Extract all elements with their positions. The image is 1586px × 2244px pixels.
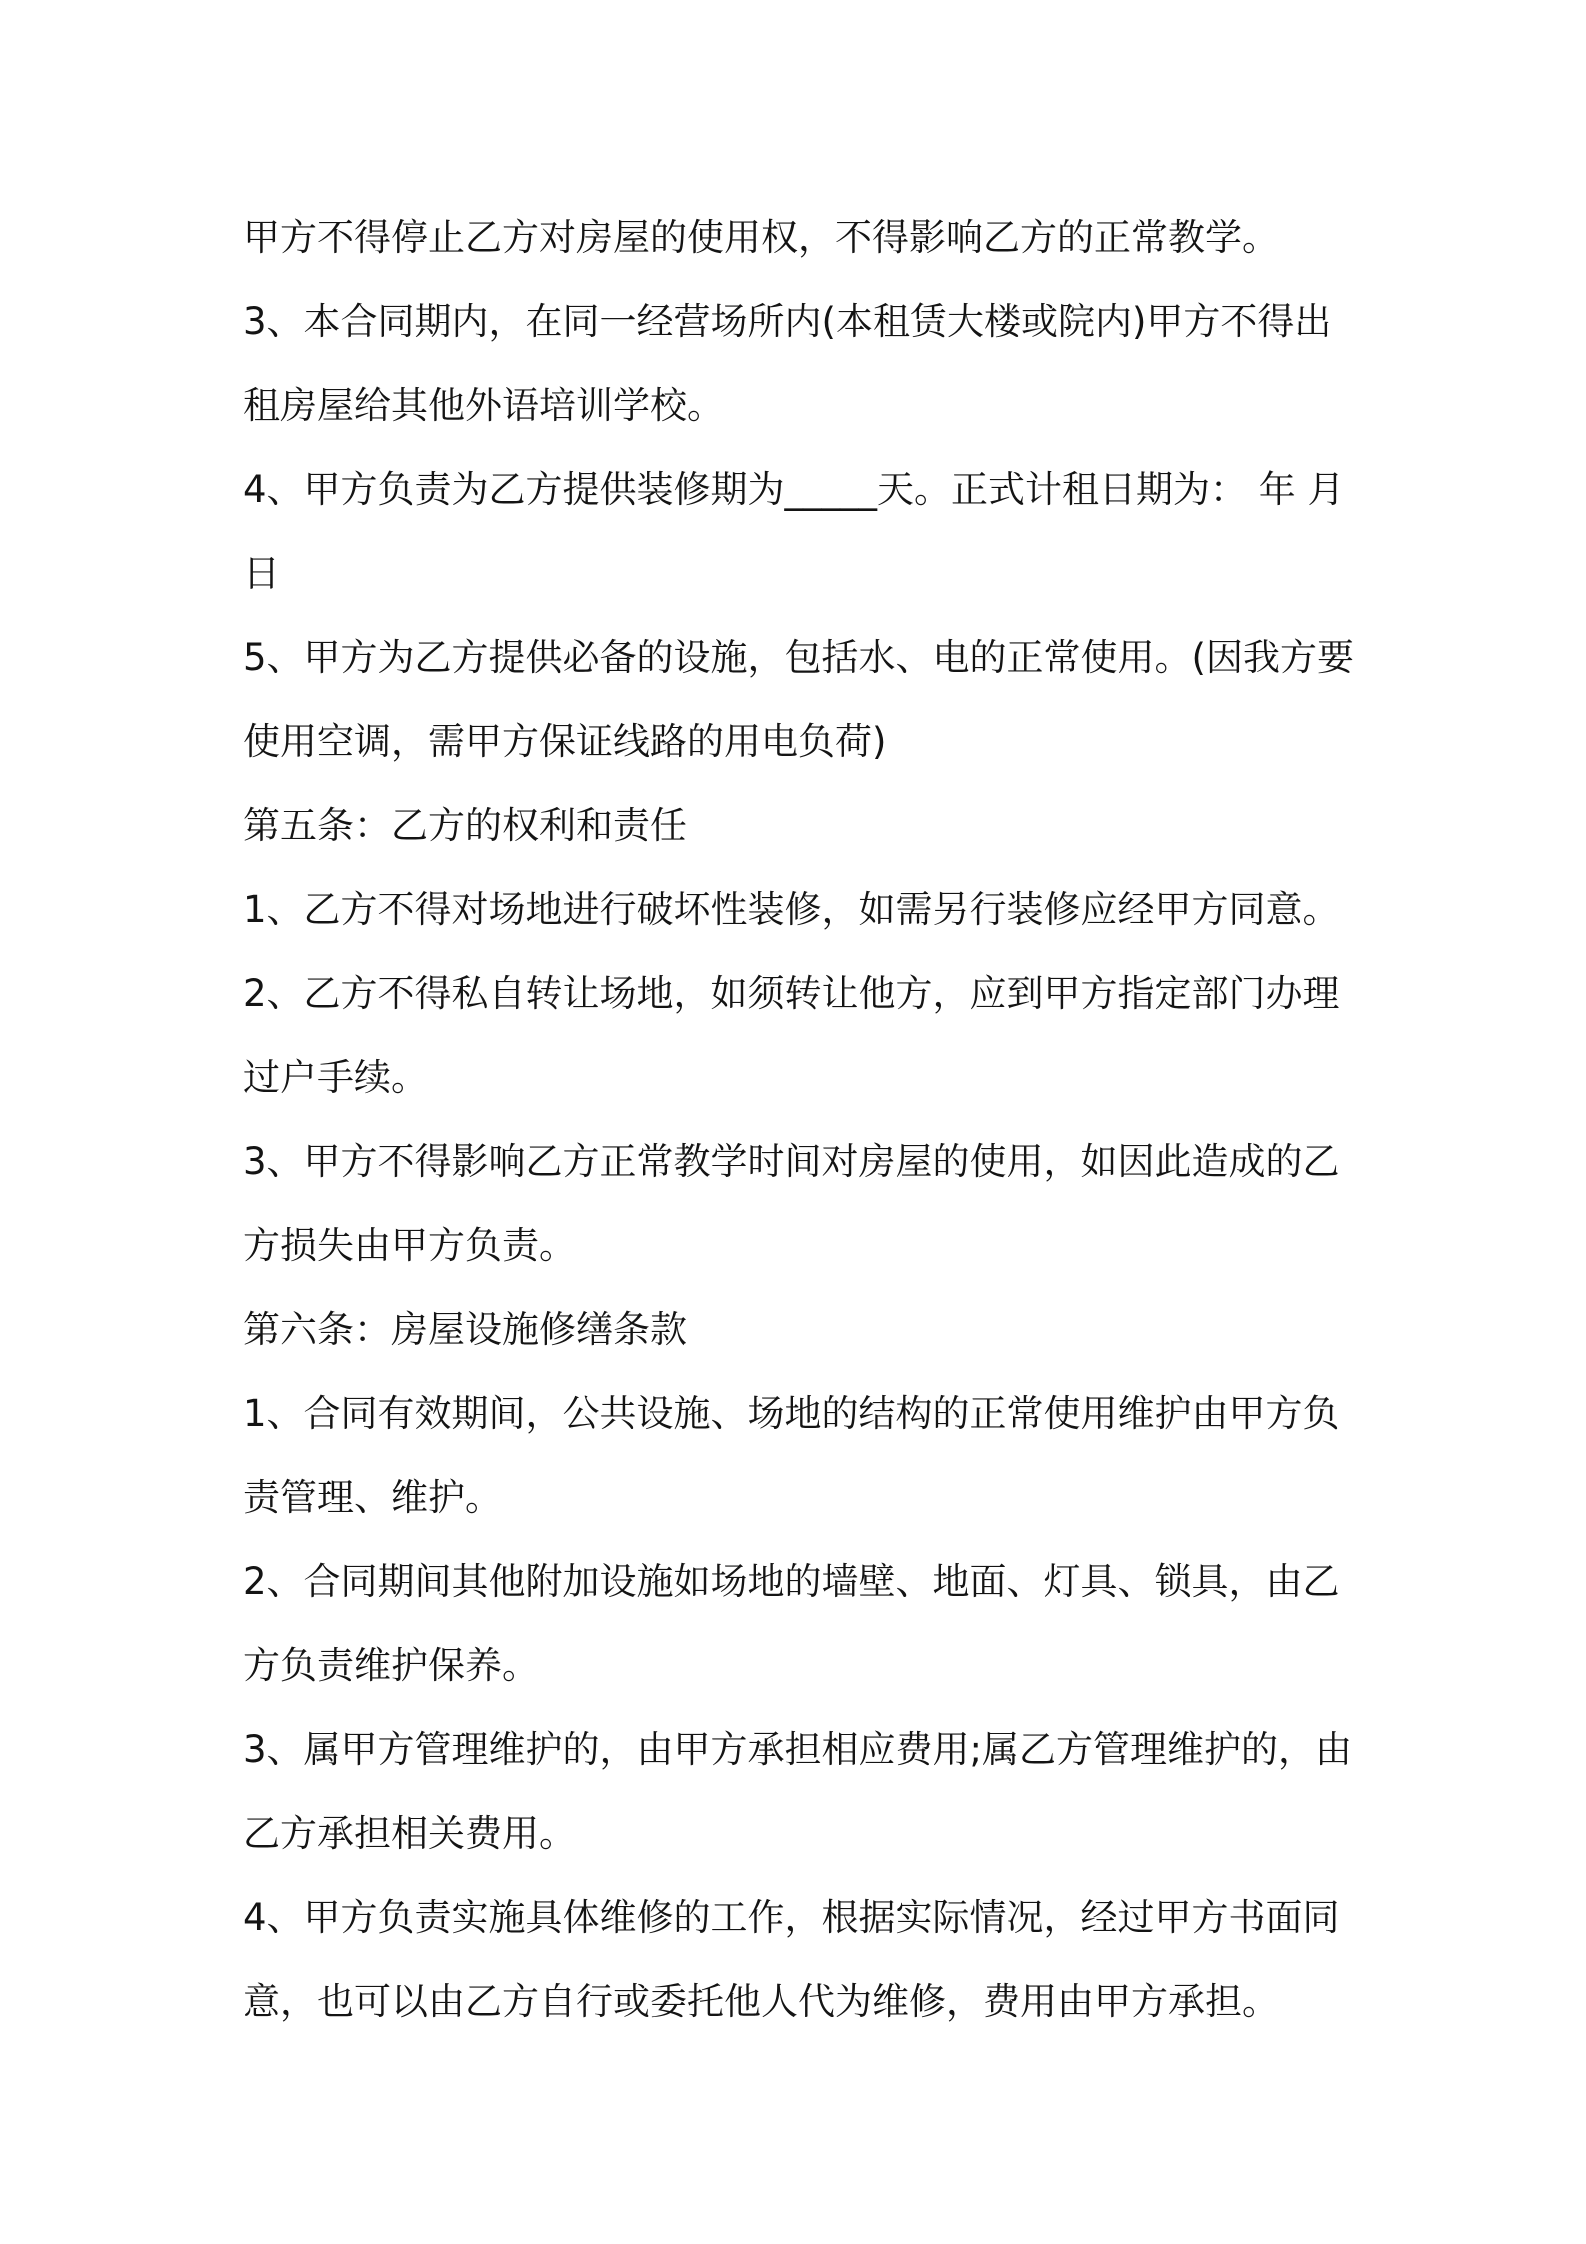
text-line: 5、甲方为乙方提供必备的设施，包括水、电的正常使用。(因我方要 [243, 636, 1354, 679]
text-line: 4、甲方负责实施具体维修的工作，根据实际情况，经过甲方书面同 [243, 1896, 1340, 1939]
text-line: 日 [243, 552, 280, 595]
section-heading-article-5: 第五条：乙方的权利和责任 [243, 804, 687, 847]
text-line: 责管理、维护。 [243, 1476, 502, 1519]
text-line: 方负责维护保养。 [243, 1644, 539, 1687]
text-line: 1、合同有效期间，公共设施、场地的结构的正常使用维护由甲方负 [243, 1392, 1340, 1435]
text-line: 过户手续。 [243, 1056, 428, 1099]
document-body [243, 196, 1363, 2044]
text-line: 方损失由甲方负责。 [243, 1224, 576, 1267]
text-line: 1、乙方不得对场地进行破坏性装修，如需另行装修应经甲方同意。 [243, 888, 1340, 931]
text-line: 使用空调，需甲方保证线路的用电负荷) [243, 720, 887, 763]
text-line: 2、乙方不得私自转让场地，如须转让他方，应到甲方指定部门办理 [243, 972, 1340, 1015]
text-line: 租房屋给其他外语培训学校。 [243, 384, 724, 427]
text-line: 乙方承担相关费用。 [243, 1812, 576, 1855]
section-heading-article-6: 第六条：房屋设施修缮条款 [243, 1308, 687, 1351]
text-line: 3、属甲方管理维护的，由甲方承担相应费用;属乙方管理维护的，由 [243, 1728, 1353, 1771]
text-line: 4、甲方负责为乙方提供装修期为_____天。正式计租日期为： 年 月 [243, 468, 1345, 511]
text-line: 3、甲方不得影响乙方正常教学时间对房屋的使用，如因此造成的乙 [243, 1140, 1340, 1183]
text-line: 甲方不得停止乙方对房屋的使用权，不得影响乙方的正常教学。 [243, 216, 1279, 259]
text-line: 意，也可以由乙方自行或委托他人代为维修，费用由甲方承担。 [243, 1980, 1279, 2023]
text-line: 3、本合同期内，在同一经营场所内(本租赁大楼或院内)甲方不得出 [243, 300, 1332, 343]
text-line: 2、合同期间其他附加设施如场地的墙壁、地面、灯具、锁具，由乙 [243, 1560, 1340, 1603]
